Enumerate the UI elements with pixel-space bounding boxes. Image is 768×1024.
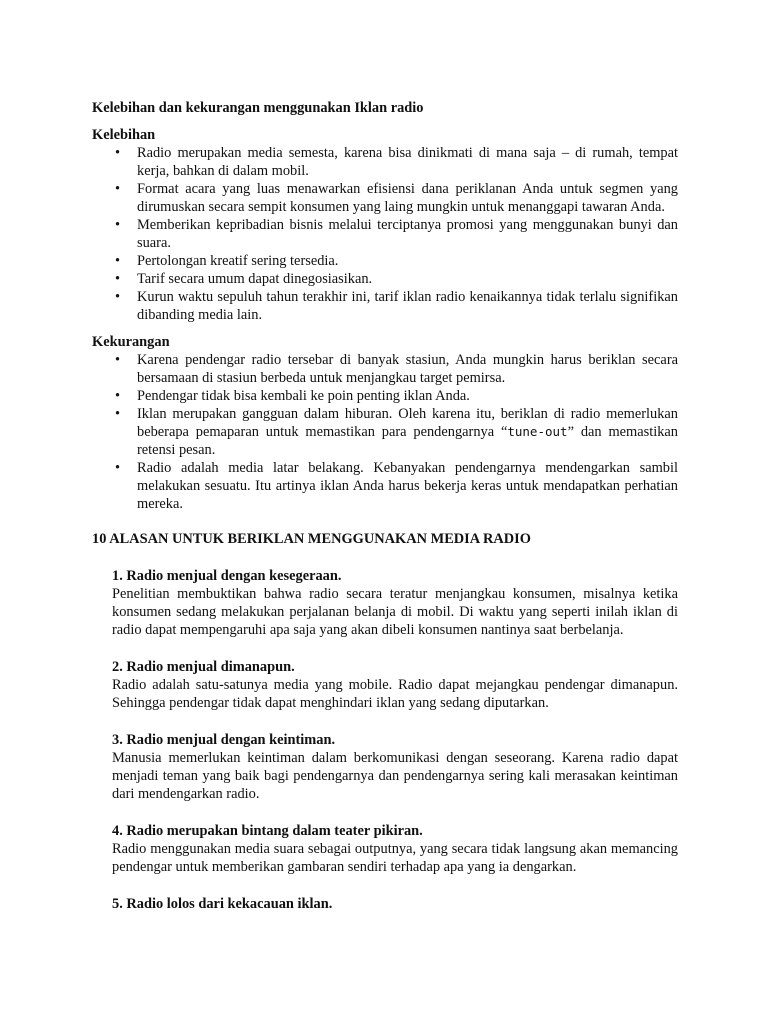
reason-body: Manusia memerlukan keintiman dalam berkomunikasi dengan seseorang. Karena radio dapat menjadi teman yang baik bagi pendengarnya dan pendengarnya sering kali merasakan keintiman dari mendengarkan radio. — [112, 750, 678, 802]
reason-block — [112, 895, 678, 913]
reason-block — [112, 822, 678, 876]
reason-body: Penelitian membuktikan bahwa radio secara teratur menjangkau konsumen, misalnya ketika konsumen sedang melakukan perjalanan belanja di mobil. Di waktu yang seperti inilah iklan di radio dapat mempengaruhi apa saja yang akan dibeli konsumen nantinya saat berbelanja. — [112, 586, 678, 638]
list-item-tune-out — [137, 405, 678, 459]
reason-heading: 5. Radio lolos dari kekacauan iklan. — [112, 896, 333, 912]
reason-heading: 1. Radio menjual dengan kesegeraan. — [112, 568, 342, 584]
tune-out-text-after: ” dan memastikan retensi pesan. — [137, 424, 678, 458]
kekurangan-heading: Kekurangan — [92, 334, 170, 350]
tune-out-text-before: Iklan merupakan gangguan dalam hiburan. Oleh karena itu, beriklan di radio memerlukan beberapa pemaparan untuk memastikan para pendengarnya “ — [137, 406, 678, 440]
kelebihan-list — [115, 144, 678, 324]
list-item: • Memberikan kepribadian bisnis melalui terciptanya promosi yang menggunakan bunyi dan suara. — [137, 216, 678, 252]
list-item: • Radio adalah media latar belakang. Kebanyakan pendengarnya mendengarkan sambil melakukan sesuatu. Itu artinya iklan Anda harus bekerja keras untuk mendapatkan perhatian mereka. — [137, 459, 678, 513]
reason-heading: 3. Radio menjual dengan keintiman. — [112, 732, 336, 748]
list-item: • Pendengar tidak bisa kembali ke poin penting iklan Anda. — [137, 387, 678, 405]
kekurangan-list — [115, 351, 678, 513]
list-item: • Karena pendengar radio tersebar di banyak stasiun, Anda mungkin harus beriklan secara bersamaan di stasiun berbeda untuk menjangkau target pemirsa. — [137, 351, 678, 387]
list-item: • Format acara yang luas menawarkan efisiensi dana periklanan Anda untuk segmen yang dirumuskan secara sempit konsumen yang laing mungkin untuk menanggapi tawaran Anda. — [137, 180, 678, 216]
document-title: Kelebihan dan kekurangan menggunakan Iklan radio — [92, 100, 424, 116]
list-item: • Radio merupakan media semesta, karena bisa dinikmati di mana saja – di rumah, tempat kerja, bahkan di dalam mobil. — [137, 144, 678, 180]
list-item: • Tarif secara umum dapat dinegosiasikan. — [137, 270, 678, 288]
alasan-title: 10 ALASAN UNTUK BERIKLAN MENGGUNAKAN MEDIA RADIO — [92, 531, 531, 547]
reason-block — [112, 731, 678, 803]
reason-body: Radio adalah satu-satunya media yang mobile. Radio dapat mejangkau pendengar dimanapun. Sehingga pendengar tidak dapat menghindari iklan yang sedang diputarkan. — [112, 677, 678, 711]
reason-block — [112, 567, 678, 639]
reason-heading: 4. Radio merupakan bintang dalam teater pikiran. — [112, 823, 423, 839]
kelebihan-heading: Kelebihan — [92, 127, 156, 143]
reason-body: Radio menggunakan media suara sebagai outputnya, yang secara tidak langsung akan memancing pendengar untuk memberikan gambaran sendiri terhadap apa yang ia dengarkan. — [112, 841, 678, 875]
reason-heading: 2. Radio menjual dimanapun. — [112, 659, 295, 675]
list-item: • Kurun waktu sepuluh tahun terakhir ini, tarif iklan radio kenaikannya tidak terlalu signifikan dibanding media lain. — [137, 288, 678, 324]
reason-block — [112, 658, 678, 712]
tune-out-term: tune-out — [507, 424, 568, 439]
list-item: • Pertolongan kreatif sering tersedia. — [137, 252, 678, 270]
